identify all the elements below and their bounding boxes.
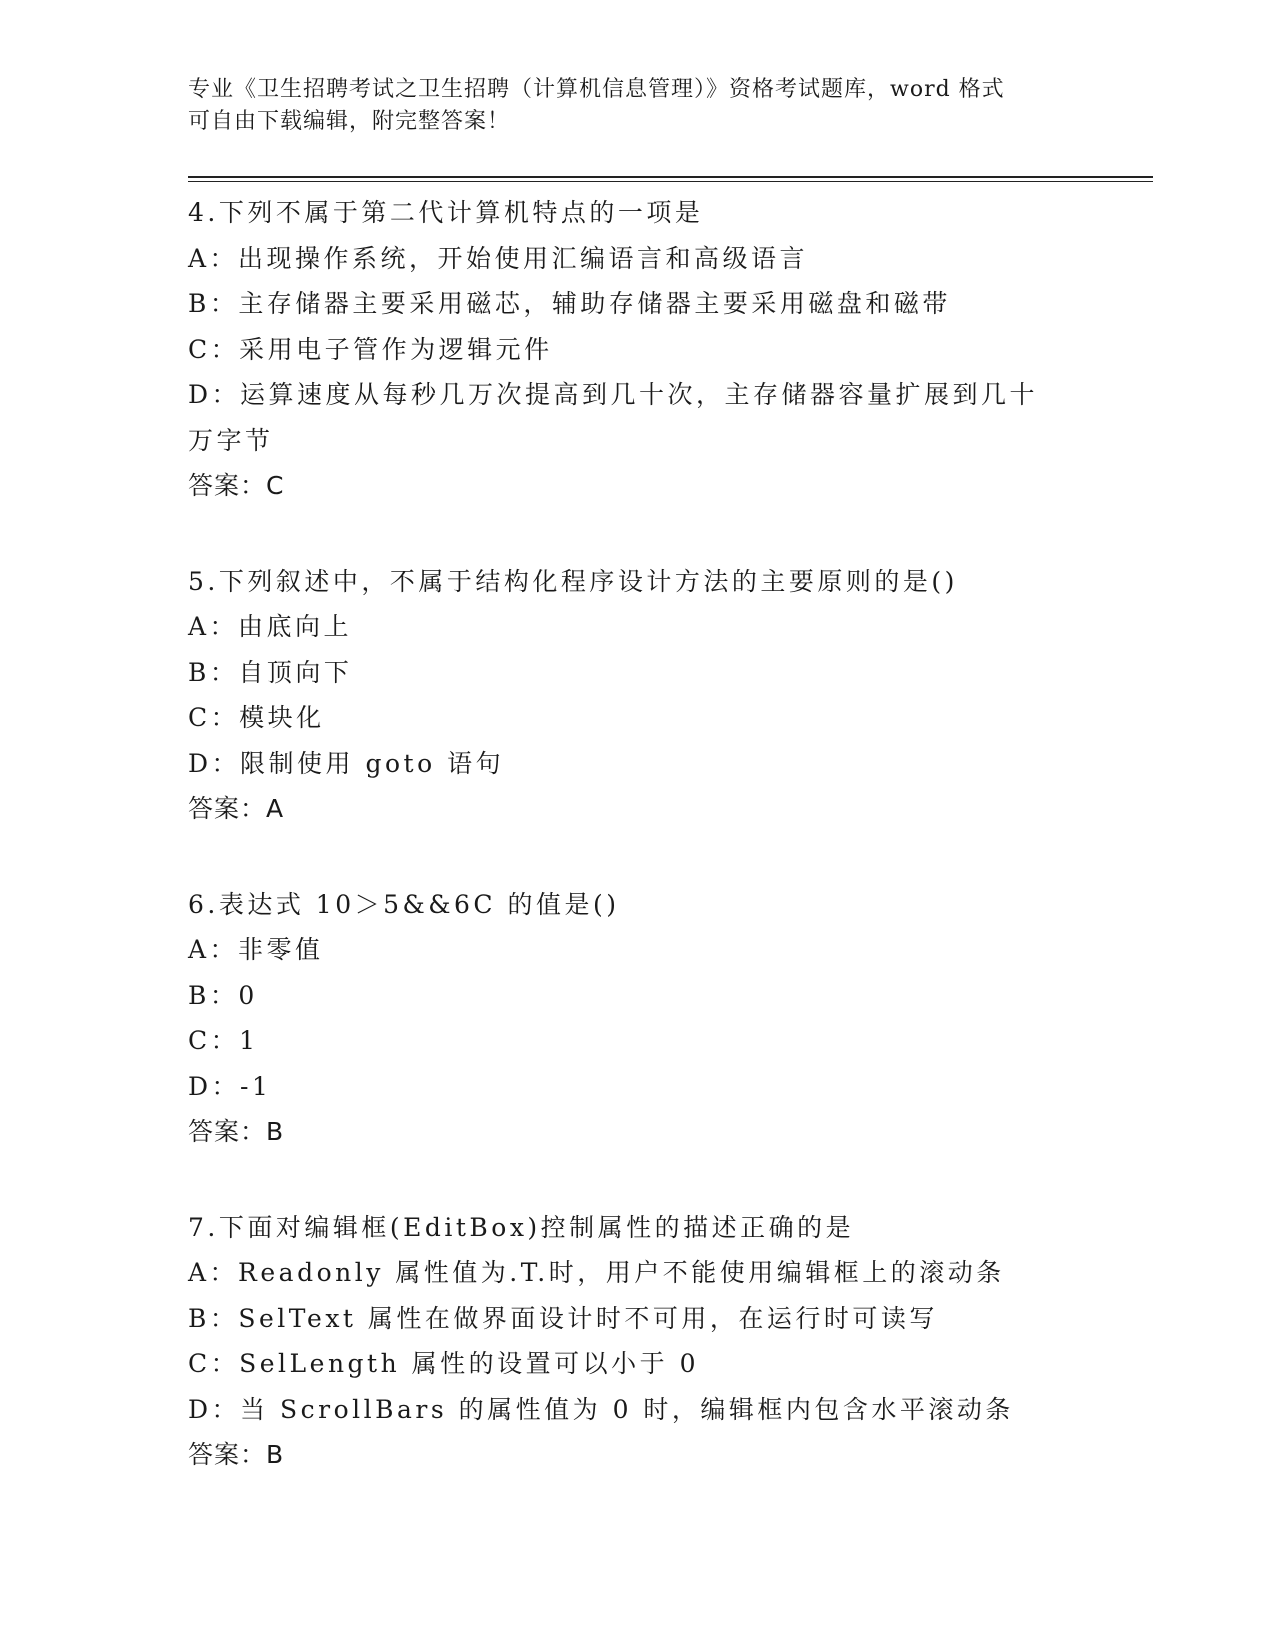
option-b: B：自顶向下 xyxy=(188,657,353,687)
question-7 xyxy=(188,1205,1088,1478)
header-line-2: 可自由下载编辑，附完整答案！ xyxy=(188,109,511,134)
answer: 答案：A xyxy=(188,794,285,823)
question-4 xyxy=(188,190,1088,509)
option-c: C：1 xyxy=(188,1026,259,1055)
question-list xyxy=(188,190,1088,1528)
option-d: D：-1 xyxy=(188,1071,272,1101)
header-divider-thin xyxy=(188,181,1153,182)
question-stem: 6.表达式 10＞5&&6C 的值是() xyxy=(188,889,620,919)
document-header xyxy=(188,74,1088,138)
option-a: A：非零值 xyxy=(188,935,324,964)
option-a: A：出现操作系统，开始使用汇编语言和高级语言 xyxy=(188,243,809,273)
header-divider xyxy=(188,176,1153,178)
option-d: D：当 ScrollBars 的属性值为 0 时，编辑框内包含水平滚动条 xyxy=(188,1394,1014,1424)
question-stem: 5.下列叙述中，不属于结构化程序设计方法的主要原则的是() xyxy=(188,566,958,596)
answer: 答案：B xyxy=(188,1117,285,1146)
option-c: C：SelLength 属性的设置可以小于 0 xyxy=(188,1349,699,1378)
option-c: C：采用电子管作为逻辑元件 xyxy=(188,334,553,364)
option-a: A：由底向上 xyxy=(188,612,353,641)
answer: 答案：C xyxy=(188,471,285,500)
option-b: B：SelText 属性在做界面设计时不可用，在运行时可读写 xyxy=(188,1303,938,1333)
option-c: C：模块化 xyxy=(188,703,325,732)
answer: 答案：B xyxy=(188,1440,285,1469)
question-stem: 4.下列不属于第二代计算机特点的一项是 xyxy=(188,198,704,227)
question-6 xyxy=(188,882,1088,1155)
option-b: B：主存储器主要采用磁芯，辅助存储器主要采用磁盘和磁带 xyxy=(188,289,951,318)
option-d: D：运算速度从每秒几万次提高到几十次，主存储器容量扩展到几十万字节 xyxy=(188,380,1039,455)
option-d: D：限制使用 goto 语句 xyxy=(188,748,505,778)
question-stem: 7.下面对编辑框(EditBox)控制属性的描述正确的是 xyxy=(188,1212,855,1242)
option-a: A：Readonly 属性值为.T.时，用户不能使用编辑框上的滚动条 xyxy=(188,1258,1005,1287)
question-5 xyxy=(188,559,1088,832)
header-line-1: 专业《卫生招聘考试之卫生招聘（计算机信息管理）》资格考试题库，word 格式 xyxy=(188,77,1005,102)
option-b: B：0 xyxy=(188,980,258,1010)
